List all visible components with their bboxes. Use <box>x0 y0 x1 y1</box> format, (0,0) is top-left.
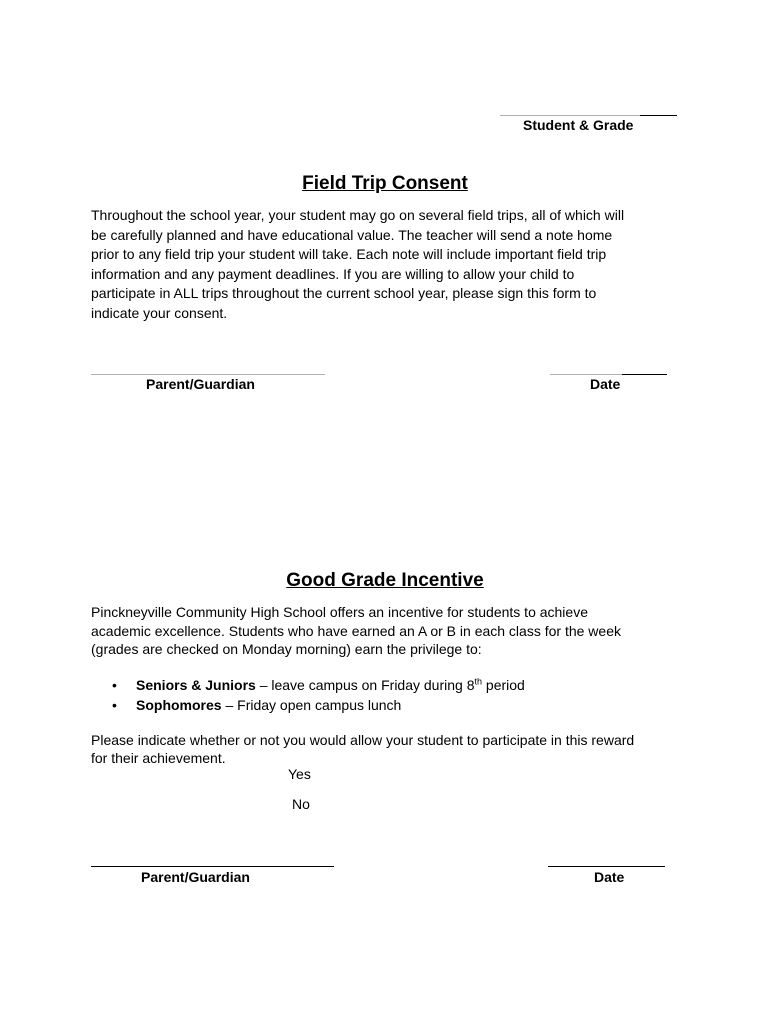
yes-option[interactable]: Yes <box>288 766 311 782</box>
field-trip-body-line: prior to any field trip your student will take. Each note will include important field trip <box>91 246 607 262</box>
incentive-intro <box>91 603 691 659</box>
field-trip-date-line-end <box>622 374 667 375</box>
field-trip-body <box>91 206 691 323</box>
incentive-question-line: for their achievement. <box>91 750 226 766</box>
field-trip-parent-label: Parent/Guardian <box>146 376 255 392</box>
list-item <box>91 676 691 696</box>
incentive-question-line: Please indicate whether or not you would allow your student to participate in this reward <box>91 732 635 748</box>
bullet-icon: • <box>112 677 117 693</box>
list-item <box>91 696 691 716</box>
incentive-date-label: Date <box>594 869 625 885</box>
bullet-text-after: period <box>482 677 525 693</box>
no-option[interactable]: No <box>292 796 310 812</box>
bullet-text: – Friday open campus lunch <box>221 696 402 713</box>
field-trip-title: Field Trip Consent <box>302 173 468 194</box>
incentive-parent-label: Parent/Guardian <box>141 869 250 885</box>
field-trip-body-line: Throughout the school year, your student may go on several field trips, all of which will <box>91 207 625 223</box>
field-trip-body-line: be carefully planned and have educational value. The teacher will send a note home <box>91 226 613 243</box>
bullet-text: – leave campus on Friday during 8 <box>255 677 475 693</box>
field-trip-body-line: participate in ALL trips throughout the current school year, please sign this form to <box>91 285 597 301</box>
student-grade-signature-line[interactable] <box>500 115 640 116</box>
incentive-question <box>91 731 691 767</box>
student-grade-signature-line-end <box>640 115 677 116</box>
incentive-intro-line: (grades are checked on Monday morning) earn the privilege to: <box>91 641 482 657</box>
incentive-intro-line: Pinckneyville Community High School offers an incentive for students to achieve <box>91 604 588 620</box>
field-trip-date-label: Date <box>590 376 621 392</box>
incentive-date-line[interactable] <box>548 866 665 867</box>
field-trip-body-line: information and any payment deadlines. If you are willing to allow your child to <box>91 265 575 282</box>
field-trip-body-line: indicate your consent. <box>91 304 228 321</box>
incentive-title: Good Grade Incentive <box>286 570 484 591</box>
field-trip-date-line[interactable] <box>550 374 622 375</box>
field-trip-parent-signature-line[interactable] <box>91 374 325 375</box>
student-grade-label: Student & Grade <box>523 117 634 133</box>
incentive-intro-line: academic excellence. Students who have earned an A or B in each class for the week <box>91 622 621 639</box>
bullet-bold-label: Seniors & Juniors <box>136 677 256 693</box>
incentive-bullet-list <box>91 676 691 715</box>
bullet-bold-label: Sophomores <box>136 696 222 713</box>
bullet-icon: • <box>112 696 117 713</box>
incentive-parent-signature-line[interactable] <box>91 866 334 867</box>
bullet-superscript: th <box>474 676 483 687</box>
